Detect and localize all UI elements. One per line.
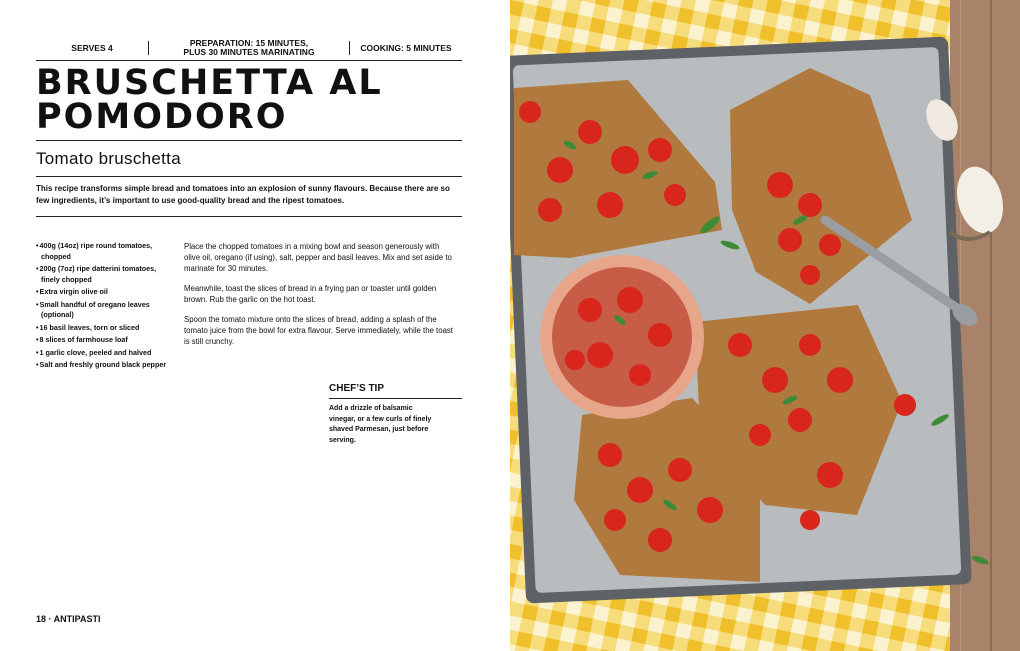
recipe-title (36, 63, 466, 137)
list-item: •16 basil leaves, torn or sliced (36, 322, 140, 332)
chefs-tip-text: Add a drizzle of balsamic vinegar, or a few curls of finely shaved Parmesan, just before serving. (329, 405, 432, 444)
tomato-bowl (540, 255, 704, 419)
bruschetta-photo-illustration (510, 0, 1020, 651)
intro-divider (36, 216, 462, 217)
chefs-tip-divider (329, 398, 462, 399)
serves-info: SERVES 4 (71, 42, 113, 53)
list-item: •1 garlic clove, peeled and halved (36, 347, 152, 357)
list-item: •Small handful of oregano leaves (optional) (36, 299, 150, 319)
cooking-info: COOKING: 5 MINUTES (360, 42, 452, 53)
preparation-line-2: PLUS 30 MINUTES MARINATING (183, 47, 315, 57)
method-step-1: Place the chopped tomatoes in a mixing bowl and season generously with olive oil, oregano (if using), salt, pepper and basil leaves. Mix and set aside to marinate for 30 minutes. (184, 242, 452, 273)
page-folio: 18 · ANTIPASTI (36, 614, 101, 624)
method-step-3: Spoon the tomato mixture onto the slices of bread, adding a splash of the tomato juice from the bowl for extra flavour. Serve immediately, while the toast is still crunchy. (184, 315, 453, 346)
title-divider (36, 140, 462, 141)
bruschetta-photo (510, 0, 1020, 651)
ingredient-list (36, 241, 176, 373)
list-item: •400g (14oz) ripe round tomatoes, chopped (36, 241, 153, 261)
recipe-intro: This recipe transforms simple bread and tomatoes into an explosion of sunny flavours. Because there are so few ingredients, it’s important to use good-quality bread and the ripest tomatoes. (36, 184, 450, 205)
list-item: •8 slices of farmhouse loaf (36, 335, 128, 344)
method-steps (184, 241, 454, 356)
list-item: •200g (7oz) ripe datterini tomatoes, finely chopped (36, 264, 157, 284)
recipe-meta-bar (36, 36, 462, 61)
recipe-title-line-1: BRUSCHETTA AL (36, 63, 383, 103)
subtitle-divider (36, 176, 462, 177)
list-item: •Extra virgin olive oil (36, 287, 108, 296)
recipe-title-line-2: POMODORO (36, 97, 288, 137)
list-item: •Salt and freshly ground black pepper (36, 360, 167, 369)
preparation-info (149, 39, 349, 57)
chefs-tip-heading: CHEF’S TIP (329, 383, 385, 394)
method-step-2: Meanwhile, toast the slices of bread in a frying pan or toaster until golden brown. Rub the garlic on the hot toast. (184, 284, 437, 304)
preparation-line-1: PREPARATION: 15 MINUTES, (189, 38, 309, 49)
recipe-subtitle: Tomato bruschetta (36, 149, 181, 168)
